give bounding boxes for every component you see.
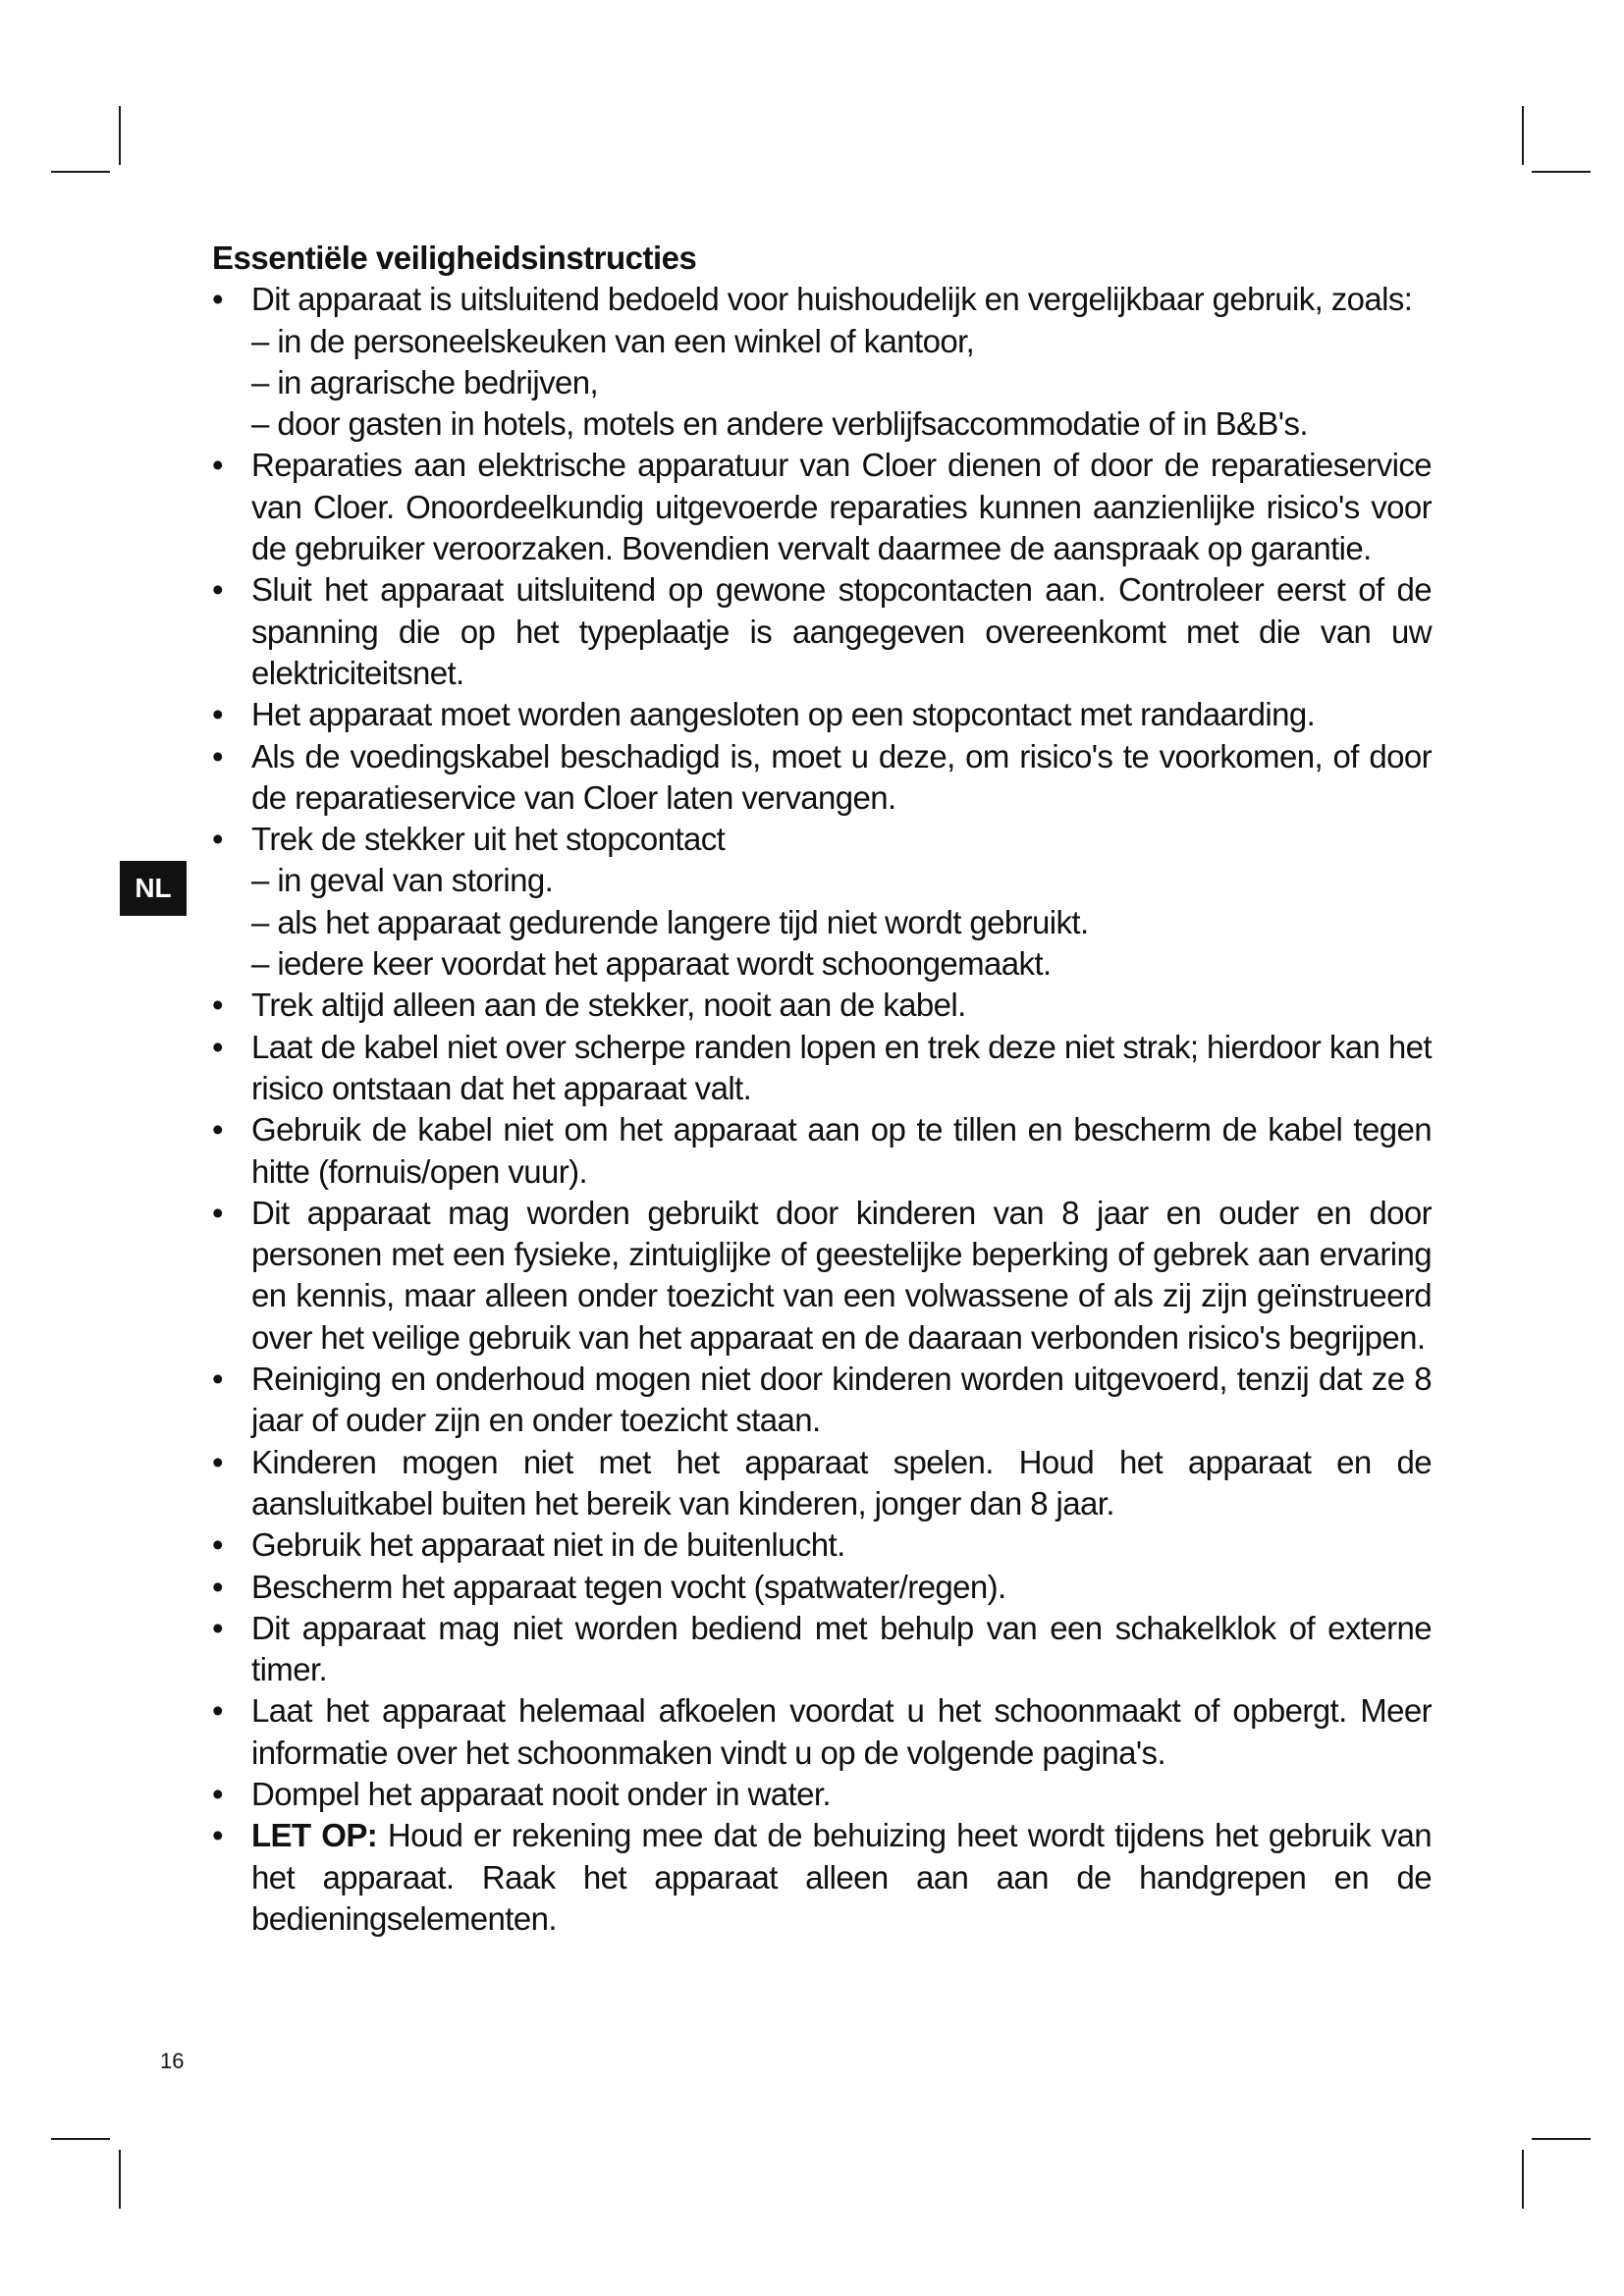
- crop-mark-top-left-horizontal: [51, 171, 110, 173]
- bullet-icon: •: [212, 987, 223, 1024]
- list-item: [212, 1690, 1432, 1774]
- bullet-icon: •: [212, 1111, 223, 1148]
- list-item: [212, 1109, 1432, 1193]
- list-item-text: Dit apparaat is uitsluitend bedoeld voor huishoudelijk en vergelijkbaar gebruik, zoals:: [251, 281, 1413, 318]
- sub-list-item: – in de personeelskeuken van een winkel of kantoor,: [251, 322, 975, 359]
- bullet-icon: •: [212, 1526, 223, 1564]
- bullet-icon: •: [212, 737, 223, 774]
- bullet-icon: •: [212, 696, 223, 733]
- list-item: [212, 1359, 1432, 1442]
- list-item-text: Reparaties aan elektrische apparatuur van Cloer dienen of door de reparatieservice van Cloer. Onoordeelkundig uitgevoerde reparaties kunnen aanzienlijke risico's voor de gebruiker veroorzaken. Bovendien vervalt daarmee de aanspraak op garantie.: [251, 447, 1432, 567]
- list-item-text: Kinderen mogen niet met het apparaat spelen. Houd het apparaat en de aansluitkabel buiten het bereik van kinderen, jonger dan 8 jaar.: [251, 1443, 1432, 1522]
- bullet-icon: •: [212, 571, 223, 609]
- sub-list-item: – iedere keer voordat het apparaat wordt schoongemaakt.: [251, 945, 1052, 983]
- list-item-text: Bescherm het apparaat tegen vocht (spatwater/regen).: [251, 1568, 1006, 1605]
- sub-list: [251, 321, 1432, 446]
- page-number: 16: [160, 2049, 185, 2073]
- bullet-icon: •: [212, 1609, 223, 1646]
- crop-mark-bottom-right-vertical: [1522, 2150, 1524, 2209]
- crop-mark-bottom-left-vertical: [119, 2150, 121, 2209]
- crop-mark-bottom-left-horizontal: [51, 2138, 110, 2140]
- list-item-text: Sluit het apparaat uitsluitend op gewone stopcontacten aan. Controleer eerst of de spanning die op het typeplaatje is aangegeven overeenkomt met die van uw elektriciteitsnet.: [251, 571, 1432, 691]
- list-item-text: Houd er rekening mee dat de behuizing heet wordt tijdens het gebruik van het apparaat. Raak het apparaat alleen aan aan de handgrepen en de bedieningselementen.: [251, 1817, 1432, 1937]
- list-item: [212, 1815, 1432, 1940]
- sub-list-item: – in geval van storing.: [251, 862, 554, 899]
- bullet-icon: •: [212, 1568, 223, 1605]
- bullet-icon: •: [212, 1817, 223, 1854]
- list-item: [212, 1608, 1432, 1691]
- list-item-text: Dit apparaat mag niet worden bediend met behulp van een schakelklok of externe timer.: [251, 1609, 1432, 1688]
- language-tab: NL: [120, 861, 187, 916]
- list-item: [212, 279, 1432, 445]
- crop-mark-bottom-right-horizontal: [1532, 2138, 1591, 2140]
- instruction-list: [212, 279, 1432, 1940]
- list-item-text: Gebruik de kabel niet om het apparaat aan op te tillen en bescherm de kabel tegen hitte (fornuis/open vuur).: [251, 1111, 1432, 1190]
- sub-list: [251, 860, 1432, 985]
- list-item: [212, 1524, 1432, 1566]
- bullet-icon: •: [212, 1692, 223, 1730]
- list-item-text: Als de voedingskabel beschadigd is, moet u deze, om risico's te voorkomen, of door de reparatieservice van Cloer laten vervangen.: [251, 737, 1432, 816]
- list-item: [212, 736, 1432, 820]
- warning-label: LET OP:: [251, 1817, 378, 1854]
- list-item-text: Het apparaat moet worden aangesloten op een stopcontact met randaarding.: [251, 696, 1316, 733]
- crop-mark-top-right-vertical: [1522, 106, 1524, 165]
- crop-mark-top-right-horizontal: [1532, 171, 1591, 173]
- bullet-icon: •: [212, 1194, 223, 1231]
- list-item-text: Laat het apparaat helemaal afkoelen voordat u het schoonmaakt of opbergt. Meer informatie over het schoonmaken vindt u op de volgende pagina's.: [251, 1692, 1432, 1771]
- sub-list-item: – door gasten in hotels, motels en andere verblijfsaccommodatie of in B&B's.: [251, 405, 1308, 443]
- bullet-icon: •: [212, 821, 223, 858]
- crop-mark-top-left-vertical: [119, 106, 121, 165]
- safety-instructions: [212, 238, 1432, 1940]
- list-item-text: Reiniging en onderhoud mogen niet door kinderen worden uitgevoerd, tenzij dat ze 8 jaar of ouder zijn en onder toezicht staan.: [251, 1361, 1432, 1439]
- list-item: [212, 1442, 1432, 1525]
- list-item: [212, 569, 1432, 694]
- bullet-icon: •: [212, 1028, 223, 1065]
- bullet-icon: •: [212, 1361, 223, 1398]
- list-item: [212, 445, 1432, 569]
- list-item-text: Dit apparaat mag worden gebruikt door kinderen van 8 jaar en ouder en door personen met een fysieke, zintuiglijke of geestelijke beperking of gebrek aan ervaring en kennis, maar alleen onder toezicht van een volwassene of als zij zijn geïnstrueerd over het veilige gebruik van het apparaat en de daaraan verbonden risico's begrijpen.: [251, 1194, 1432, 1356]
- list-item-text: Laat de kabel niet over scherpe randen lopen en trek deze niet strak; hierdoor kan het risico ontstaan dat het apparaat valt.: [251, 1028, 1432, 1106]
- bullet-icon: •: [212, 1775, 223, 1812]
- list-item-text: Gebruik het apparaat niet in de buitenlucht.: [251, 1526, 845, 1564]
- list-item-text: Dompel het apparaat nooit onder in water.: [251, 1775, 831, 1812]
- sub-list-item: – als het apparaat gedurende langere tijd niet wordt gebruikt.: [251, 903, 1089, 940]
- sub-list-item: – in agrarische bedrijven,: [251, 363, 599, 400]
- bullet-icon: •: [212, 447, 223, 484]
- list-item-text: Trek altijd alleen aan de stekker, nooit aan de kabel.: [251, 987, 966, 1024]
- bullet-icon: •: [212, 281, 223, 318]
- list-item: [212, 1193, 1432, 1359]
- list-item: [212, 1774, 1432, 1815]
- section-heading: Essentiële veiligheidsinstructies: [212, 240, 697, 276]
- list-item: [212, 1567, 1432, 1608]
- bullet-icon: •: [212, 1443, 223, 1480]
- list-item-text: Trek de stekker uit het stopcontact: [251, 821, 726, 858]
- list-item: [212, 819, 1432, 985]
- list-item: [212, 985, 1432, 1026]
- list-item: [212, 1027, 1432, 1110]
- list-item: [212, 694, 1432, 735]
